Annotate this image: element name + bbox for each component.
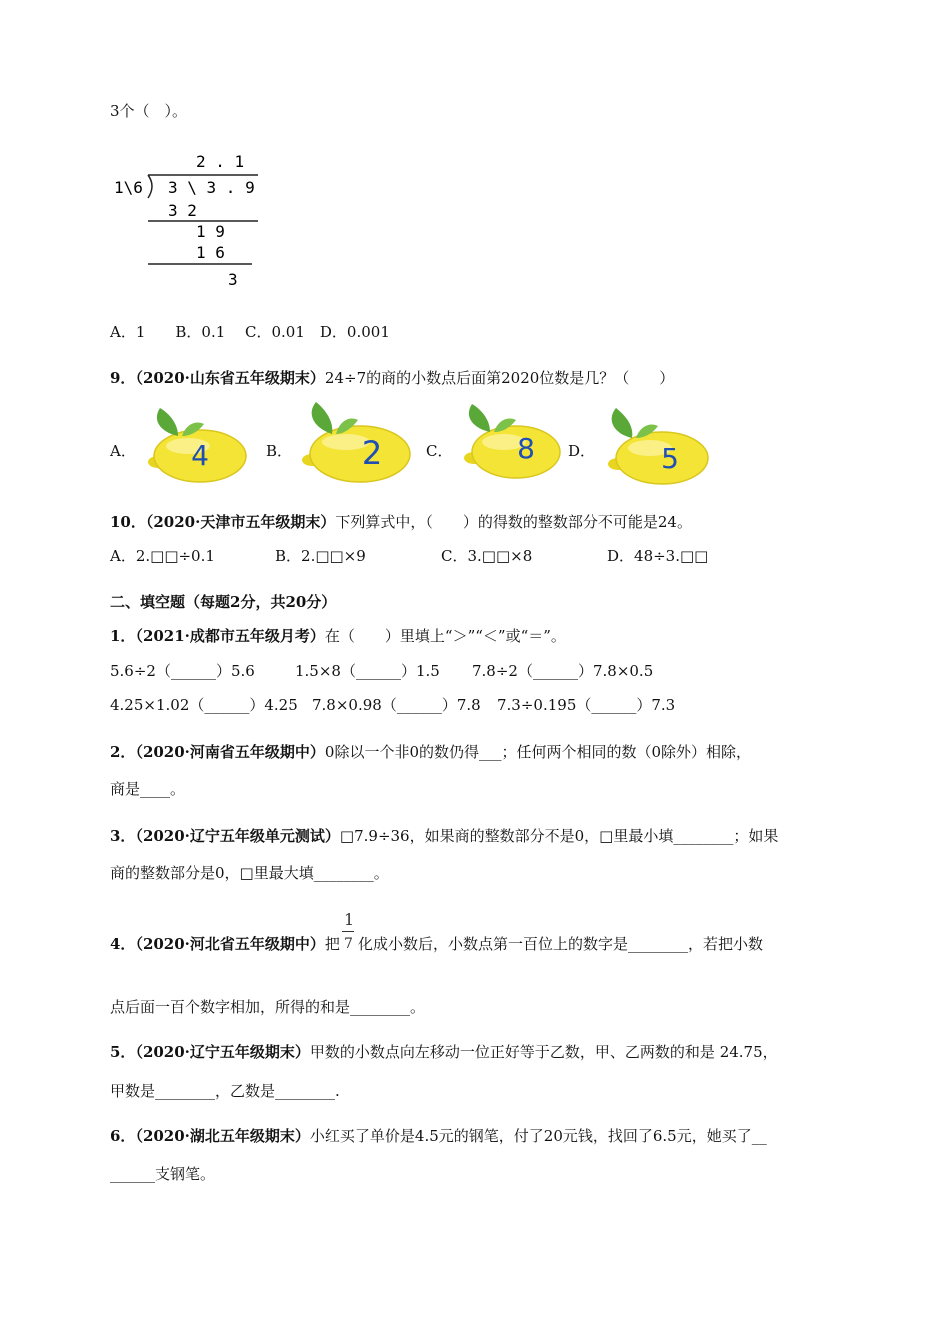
compare-1: 5.6÷2（______）5.6 xyxy=(110,662,255,680)
q10-option-b: B．2.□□×9 xyxy=(275,547,366,565)
fill-q3-cont: 商的整数部分是0，□里最大填________。 xyxy=(110,864,389,882)
q10-option-c: C．3.□□×8 xyxy=(441,547,533,565)
q9-number: 9． xyxy=(110,369,136,387)
fill-q3: 3．（2020·辽宁五年级单元测试）□7.9÷36，如果商的整数部分不是0，□里最小填________；如果 xyxy=(110,827,779,845)
lemon-option-d[interactable] xyxy=(596,404,712,488)
compare-2: 1.5×8（______）1.5 xyxy=(295,662,440,680)
fill-q5: 5．（2020·辽宁五年级期末）甲数的小数点向左移动一位正好等于乙数，甲、乙两数的和是 24.75， xyxy=(110,1043,778,1061)
compare-5: 7.8×0.98（______）7.8 xyxy=(312,696,481,714)
division-remainder: 3 xyxy=(228,270,238,289)
q10-number: 10． xyxy=(110,513,146,531)
fill-q6: 6．（2020·湖北五年级期末）小红买了单价是4.5元的钢笔，付了20元钱，找回了6.5元，她买了__ xyxy=(110,1127,767,1145)
division-dividend: 3 \ 3 . 9 xyxy=(168,178,255,197)
fill-q6-cont: ______支钢笔。 xyxy=(110,1165,216,1183)
fill-q1: 1．（2021·成都市五年级月考）在（ ）里填上“＞”“＜”或“＝”。 xyxy=(110,627,566,645)
compare-4: 4.25×1.02（______）4.25 xyxy=(110,696,298,714)
lemon-digit: 8 xyxy=(517,432,535,465)
lemon-option-c[interactable] xyxy=(452,400,564,484)
q10-option-d: D．48÷3.□□ xyxy=(607,547,709,565)
fill-q2-cont: 商是____。 xyxy=(110,780,186,798)
q10-text: 下列算式中，（ ）的得数的整数部分不可能是24。 xyxy=(335,513,692,531)
compare-6: 7.3÷0.195（______）7.3 xyxy=(497,696,676,714)
division-divisor: 1\6 xyxy=(114,178,143,197)
division-quotient: 2 . 1 xyxy=(196,152,245,171)
long-division-figure xyxy=(110,148,270,298)
division-step3: 1 6 xyxy=(196,243,225,262)
compare-3: 7.8÷2（______）7.8×0.5 xyxy=(472,662,654,680)
q10-option-a: A．2.□□÷0.1 xyxy=(110,547,215,565)
fill-q4-cont: 点后面一百个数字相加，所得的和是________。 xyxy=(110,998,426,1016)
leaf-icon xyxy=(157,408,178,436)
leaf-icon xyxy=(469,404,490,432)
q9-option-a-label: A． xyxy=(110,442,136,460)
lemon-digit: 2 xyxy=(361,434,383,472)
q9-option-b-label: B． xyxy=(266,442,293,460)
q9-option-c-label: C． xyxy=(426,442,453,460)
leaf-icon xyxy=(612,408,633,438)
division-step1: 3 2 xyxy=(168,201,197,220)
section-title: 二、填空题（每题2分，共20分） xyxy=(110,593,337,611)
fill-q4: 4．（2020·河北省五年级期中）把 $\frac{1}{7}$ 化成小数后，小数点第一百位上的数字是________，若把小数 xyxy=(110,910,763,953)
lemon-digit: 4 xyxy=(191,439,209,472)
lemon-option-a[interactable] xyxy=(138,402,250,486)
fill-q5-cont: 甲数是________，乙数是________. xyxy=(110,1082,340,1100)
q10-question xyxy=(110,511,692,533)
leaf-icon xyxy=(312,402,333,434)
q8-options: A．1 B．0.1 C．0.01 D．0.001 xyxy=(110,323,390,341)
lemon-digit: 5 xyxy=(661,442,679,475)
fraction: $\frac{1}{7}$ xyxy=(343,910,355,952)
q9-text: 24÷7的商的小数点后面第2020位数是几？（ ） xyxy=(324,369,675,387)
division-step2: 1 9 xyxy=(196,222,225,241)
q10-source: （2020·天津市五年级期末） xyxy=(145,513,336,531)
lemon-option-b[interactable] xyxy=(292,398,417,486)
fill-q2: 2．（2020·河南省五年级期中）0除以一个非0的数仍得___；任何两个相同的数（0除外）相除， xyxy=(110,743,752,761)
q9-question xyxy=(110,367,674,389)
q9-option-d-label: D． xyxy=(568,442,596,460)
q8-tail: 3个（ ）。 xyxy=(110,102,188,120)
q9-source: （2020·山东省五年级期末） xyxy=(135,369,325,387)
